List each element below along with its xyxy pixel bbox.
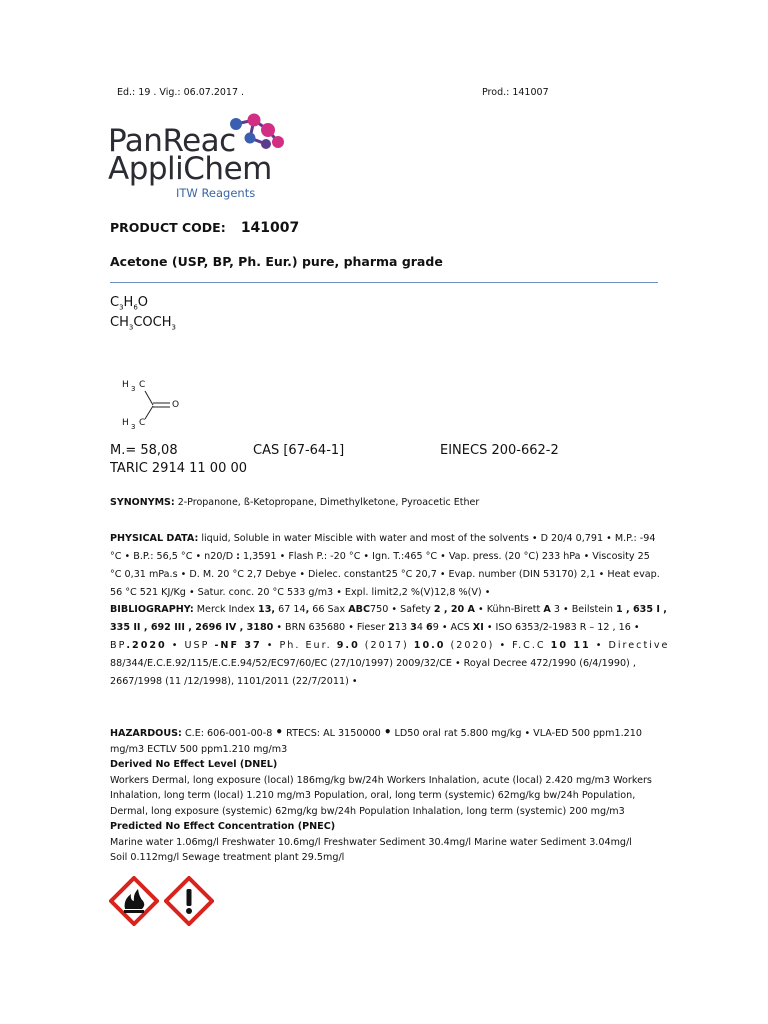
hazard-line: mg/m3 ECTLV 500 ppm1.210 mg/m3: [110, 743, 288, 755]
bib-bold: -NF 37: [214, 640, 262, 651]
dnel-line: Inhalation, long term (local) 1.210 mg/m3 Population, oral, long term (systemic) 62mg/kg bw/24h Population,: [110, 790, 636, 801]
atom-h: H: [122, 380, 129, 390]
bib-text: 3 • Beilstein: [550, 604, 616, 615]
bib-text: • USP: [166, 640, 215, 651]
structural-formula: [118, 376, 198, 436]
hazardous-label: HAZARDOUS:: [110, 728, 182, 739]
bib-bold: 13,: [258, 604, 276, 615]
dnel-title: Derived No Effect Level (DNEL): [110, 759, 278, 770]
bullet: •: [275, 725, 284, 739]
formula-subscript: 3: [128, 323, 134, 332]
bib-bold: A: [543, 604, 551, 615]
bib-bold: .2020: [126, 640, 167, 651]
exclamation-icon: [164, 876, 214, 926]
bib-bold: 2 , 20 A: [433, 604, 475, 615]
atom-c: C: [139, 418, 146, 428]
bib-bold: 10 11: [550, 640, 591, 651]
bib-text: • Ph. Eur.: [261, 640, 337, 651]
bib-bold: 2: [388, 622, 395, 633]
bib-bold: XI: [472, 622, 484, 633]
bib-bold: 9.0: [336, 640, 360, 651]
atom-subscript: 3: [131, 423, 136, 431]
bib-text: • BRN 635680 • Fieser: [273, 622, 389, 633]
bib-text: BP: [110, 640, 127, 651]
bib-text: 13: [394, 622, 411, 633]
physical-line: liquid, Soluble in water Miscible with water and most of the solvents • D 20/4 0,791 • M.P.: -94: [198, 533, 656, 544]
bib-bold: ,: [305, 604, 310, 615]
atom-c: C: [139, 380, 146, 390]
synonyms: [110, 497, 479, 508]
atom-o: O: [172, 400, 180, 410]
bib-bold: 6: [426, 622, 433, 633]
bib-bold: 10.0: [413, 640, 446, 651]
physical-line: 56 °C 521 KJ/Kg • Satur. conc. 20 °C 533 g/m3 • Expl. limit2,2 %(V)12,8 %(V) •: [110, 587, 491, 598]
product-name: Acetone (USP, BP, Ph. Eur.) pure, pharma grade: [110, 254, 443, 269]
physical-line: °C • B.P.: 56,5 °C • n20/D: [110, 551, 237, 562]
bib-text: 66 Sax: [309, 604, 349, 615]
atom-h: H: [122, 418, 129, 428]
molecular-formula: [110, 295, 148, 312]
physical-line: 1,3591 • Flash P.: -20 °C • Ign. T.:465 °C • Vap. press. (20 °C) 233 hPa • Viscosity 25: [239, 551, 650, 562]
bib-text: 9 • ACS: [432, 622, 473, 633]
bib-bold: ABC: [348, 604, 371, 615]
bib-text: (2020) • F.C.C: [445, 640, 551, 651]
pnec-line: Soil 0.112mg/l Sewage treatment plant 29.5mg/l: [110, 852, 345, 863]
logo-text-applichem: AppliChem: [108, 151, 272, 187]
bullet: •: [383, 725, 392, 739]
bib-text: (2017): [359, 640, 414, 651]
logo-text-itw: ITW Reagents: [176, 186, 256, 200]
product-code: [110, 217, 299, 236]
bib-text: 4: [416, 622, 426, 633]
hazard-text: LD50 oral rat 5.800 mg/kg • VLA-ED 500 ppm1.210: [391, 728, 642, 739]
einecs-number: EINECS 200-662-2: [440, 443, 559, 458]
bib-text: • ISO 6353/2-1983 R – 12 , 16 •: [483, 622, 640, 633]
formula-group: CH: [110, 315, 129, 330]
formula-subscript: 6: [133, 303, 138, 312]
formula-element: H: [123, 295, 134, 310]
taric-code: TARIC 2914 11 00 00: [110, 461, 248, 476]
bib-line: 88/344/E.C.E.92/115/E.C.E.94/52/EC97/60/EC (27/10/1997) 2009/32/CE • Royal Decree 472/1990 (6/4/1990) ,: [110, 658, 636, 669]
hazardous-section: [110, 725, 670, 866]
formula-subscript: 3: [119, 303, 124, 312]
edition-info: Ed.: 19 . Vig.: 06.07.2017 .: [117, 87, 245, 98]
bib-line: 2667/1998 (11 /12/1998), 1101/2011 (22/7/2011) •: [110, 676, 358, 687]
logo-text-panreac: PanReac: [108, 123, 236, 159]
formula-element: O: [137, 295, 149, 310]
flame-icon: [109, 876, 159, 926]
cas-number: CAS [67-64-1]: [253, 443, 345, 458]
hazard-text: RTECS: AL 3150000: [283, 728, 384, 739]
product-code-label: PRODUCT CODE:: [110, 220, 226, 235]
physical-line-bold: :: [236, 551, 240, 562]
panreac-applichem-logo: [108, 112, 283, 202]
condensed-formula: [110, 315, 176, 332]
product-code-value: 141007: [240, 220, 300, 236]
bib-text: 750 • Safety: [370, 604, 434, 615]
bib-bold: 3: [410, 622, 417, 633]
physical-data: [110, 530, 670, 602]
molar-mass: M.= 58,08: [110, 443, 178, 458]
physical-line: °C 0,31 mPa.s • D. M. 20 °C 2,7 Debye • Dielec. constant25 °C 20,7 • Evap. number (DIN 53170) 2,1 • Heat evap.: [110, 569, 660, 580]
pnec-line: Marine water 1.06mg/l Freshwater 10.6mg/l Freshwater Sediment 30.4mg/l Marine water Sediment 3.04mg/l: [110, 836, 632, 848]
synonyms-text: 2-Propanone, ß-Ketopropane, Dimethylketone, Pyroacetic Ether: [174, 497, 480, 508]
hazard-text: C.E: 606-001-00-8: [181, 728, 276, 739]
formula-element: C: [110, 295, 120, 310]
bib-text: 67 14: [275, 604, 306, 615]
title-divider: [110, 282, 658, 283]
formula-subscript: 3: [171, 323, 176, 332]
bib-text: • Kühn-Birett: [474, 604, 544, 615]
bibliography: [110, 601, 670, 691]
synonyms-label: SYNONYMS:: [110, 497, 175, 508]
bib-text: • Directive: [590, 640, 670, 651]
bib-bold: 335 II , 692 III , 2696 IV , 3180: [110, 622, 274, 633]
dnel-line: Dermal, long exposure (systemic) 62mg/kg bw/24h Population Inhalation, long term (systemic) 200 mg/m3: [110, 805, 625, 817]
formula-group: COCH: [133, 315, 172, 330]
atom-subscript: 3: [131, 385, 136, 393]
bibliography-label: BIBLIOGRAPHY:: [110, 604, 194, 615]
product-number-header: Prod.: 141007: [482, 87, 549, 98]
bib-bold: 1 , 635 I ,: [615, 604, 667, 615]
physical-data-label: PHYSICAL DATA:: [110, 533, 199, 544]
dnel-line: Workers Dermal, long exposure (local) 186mg/kg bw/24h Workers Inhalation, acute (local) 2.420 mg/m3 Workers: [110, 774, 652, 786]
bond-lines: [118, 376, 198, 436]
pnec-title: Predicted No Effect Concentration (PNEC): [110, 821, 336, 832]
bib-text: Merck Index: [193, 604, 259, 615]
